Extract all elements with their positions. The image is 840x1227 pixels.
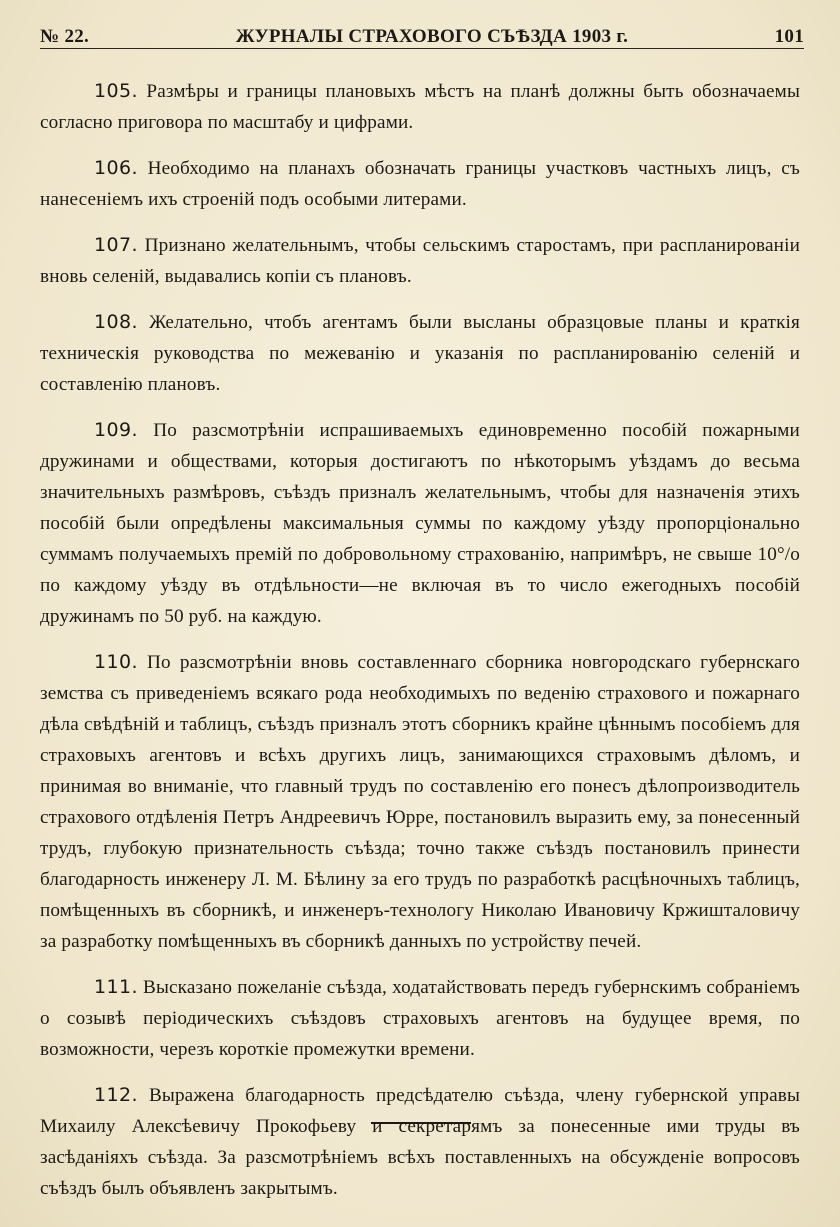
page-body xyxy=(40,76,800,1219)
paragraph-number: 107. xyxy=(94,234,138,256)
paragraph-106 xyxy=(40,153,800,215)
paragraph-text: Размѣры и границы плановыхъ мѣстъ на планѣ должны быть обозначаемы согласно приговора по масштабу и цифрами. xyxy=(40,81,801,133)
paragraph-number: 105. xyxy=(94,80,138,102)
paragraph-109 xyxy=(40,415,800,632)
paragraph-108 xyxy=(40,307,800,400)
paragraph-111 xyxy=(40,972,800,1065)
paragraph-text: По разсмотрѣніи вновь составленнаго сборника новгородскаго губернскаго земства съ приведеніемъ всякаго рода необходимыхъ по веденію страхового и пожарнаго дѣла свѣдѣній и таблицъ, съѣздъ призналъ этотъ сборникъ крайне цѣннымъ пособіемъ для страховыхъ агентовъ и всѣхъ другихъ лицъ, занимающихся страховымъ дѣломъ, и принимая во вниманіе, что главный трудъ по составленію его понесъ дѣлопроизводитель страхового отдѣленія Петръ Андреевичъ Юрре, постановилъ выразить ему, за понесенный трудъ, глубокую признательность съѣзда; точно также съѣздъ постановилъ принести благодарность инженеру Л. М. Бѣлину за его трудъ по разработкѣ расцѣночныхъ таблицъ, помѣщенныхъ въ сборникѣ, и инженеръ-технологу Николаю Ивановичу Кржишталовичу за разработку помѣщенныхъ въ сборникѣ данныхъ по устройству печей. xyxy=(40,652,800,952)
paragraph-text: Желательно, чтобъ агентамъ были высланы образцовые планы и краткія техническія руководства по межеванію и указанія по распланированію селеній и составленію плановъ. xyxy=(40,312,800,395)
paragraph-text: Необходимо на планахъ обозначать границы участковъ частныхъ лицъ, съ нанесеніемъ ихъ строеній подъ особыми литерами. xyxy=(40,158,800,210)
paragraph-text: Высказано пожеланіе съѣзда, ходатайствовать передъ губернскимъ собраніемъ о созывѣ періодическихъ съѣздовъ страховыхъ агентовъ на будущее время, по возможности, черезъ короткіе промежутки времени. xyxy=(40,977,800,1060)
header-rule xyxy=(40,48,804,49)
paragraph-107 xyxy=(40,230,800,292)
paragraph-105 xyxy=(40,76,800,138)
paragraph-110 xyxy=(40,647,800,957)
end-rule xyxy=(371,1122,471,1124)
running-title: ЖУРНАЛЫ СТРАХОВОГО СЪѢЗДА 1903 г. xyxy=(235,26,629,47)
paragraph-number: 108. xyxy=(94,311,138,333)
issue-number: № 22. xyxy=(40,26,90,47)
paragraph-number: 106. xyxy=(94,157,138,179)
paragraph-number: 112. xyxy=(94,1084,138,1106)
paragraph-text: Признано желательнымъ, чтобы сельскимъ старостамъ, при распланированіи вновь селеній, выдавались копіи съ плановъ. xyxy=(40,235,800,287)
paragraph-112 xyxy=(40,1080,800,1204)
page-number: 101 xyxy=(774,26,804,47)
paragraph-number: 111. xyxy=(94,976,138,998)
paragraph-number: 109. xyxy=(94,419,138,441)
paragraph-text: Выражена благодарность предсѣдателю съѣзда, члену губернской управы Михаилу Алексѣевичу Прокофьеву и секретарямъ за понесенные ими труды въ засѣданіяхъ съѣзда. За разсмотрѣніемъ всѣхъ поставленныхъ на обсужденіе вопросовъ съѣздъ былъ объявленъ закрытымъ. xyxy=(40,1085,800,1199)
paragraph-text: По разсмотрѣніи испрашиваемыхъ единовременно пособій пожарными дружинами и обществами, которыя достигаютъ по нѣкоторымъ уѣздамъ до весьма значительныхъ размѣровъ, съѣздъ призналъ желательнымъ, чтобы для назначенія этихъ пособій были опредѣлены максимальныя суммы по каждому уѣзду пропорціонально суммамъ получаемыхъ премій по добровольному страхованію, напримѣръ, не свыше 10°/о по каждому уѣзду въ отдѣльности—не включая въ то число ежегодныхъ пособій дружинамъ по 50 руб. на каждую. xyxy=(40,420,800,627)
paragraph-number: 110. xyxy=(94,651,138,673)
